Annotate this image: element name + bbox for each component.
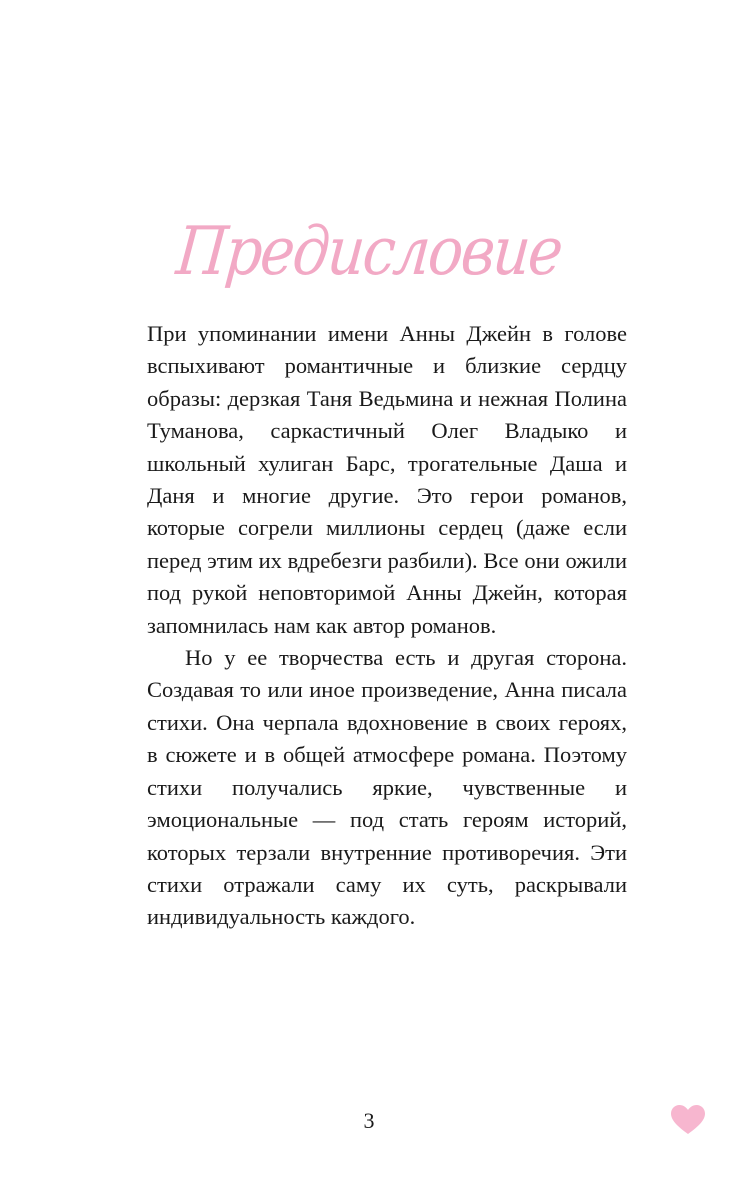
- paragraph-2: Но у ее творчества есть и другая сторона. Создавая то или иное произведение, Анна писала стихи. Она черпала вдохновение в своих героях, в сюжете и в общей атмосфере романа. Поэтому стихи получались яркие, чувственные и эмоциональные — под стать героям историй, которых терзали внутренние противоречия. Эти стихи отражали саму их суть, раскрывали индивидуальность каждого.: [147, 645, 627, 930]
- body-text: [147, 318, 627, 934]
- page-title: Предисловие: [173, 211, 565, 290]
- heart-icon: [671, 1105, 705, 1135]
- page-number: 3: [363, 1108, 375, 1133]
- paragraph-1: При упоминании имени Анны Джейн в голове вспыхивают романтичные и близкие сердцу образы: дерзкая Таня Ведьмина и нежная Полина Туманова, саркастичный Олег Владыко и школьный хулиган Барс, трогательные Даша и Даня и многие другие. Это герои романов, которые согрели миллионы сердец (даже если перед этим их вдребезги разбили). Все они ожили под рукой неповторимой Анны Джейн, которая запомнилась нам как автор романов.: [147, 321, 627, 638]
